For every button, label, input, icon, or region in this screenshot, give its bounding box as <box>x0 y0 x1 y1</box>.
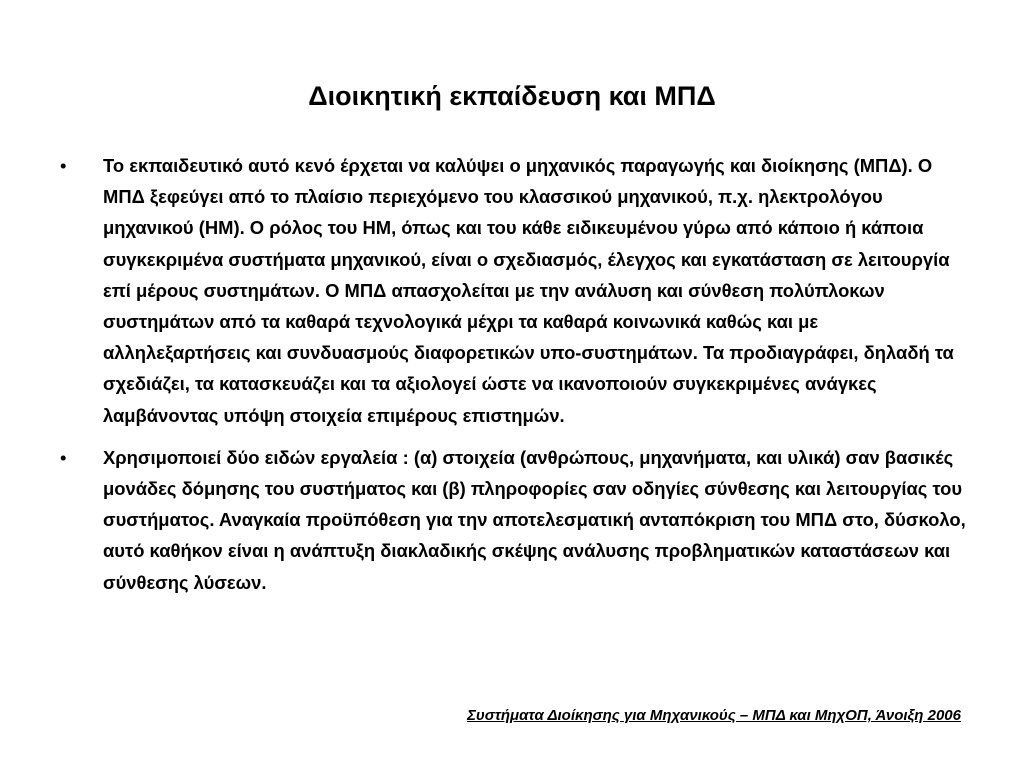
bullet-item-1 <box>60 150 970 431</box>
bullet-marker: • <box>60 446 67 468</box>
footer-citation: Συστήματα Διοίκησης για Μηχανικούς – ΜΠΔ και ΜηχΟΠ, Άνοιξη 2006 <box>467 707 961 724</box>
bullet-text-1: Το εκπαιδευτικό αυτό κενό έρχεται να καλύψει ο μηχανικός παραγωγής και διοίκησης (ΜΠΔ). Ο ΜΠΔ ξεφεύγει από το πλαίσιο περιεχόμενο του κλασσικού μηχανικού, π.χ. ηλεκτρολόγου μηχανικού (ΗΜ). Ο ρόλος του ΗΜ, όπως και του κάθε ειδικευμένου γύρω από κάποιο ή κάποια συγκεκριμένα συστήματα μηχανικού, είναι ο σχεδιασμός, έλεγχος και εγκατάσταση σε λειτουργία επί μέρους συστημάτων. Ο ΜΠΔ απασχολείται με την ανάλυση και σύνθεση πολύπλοκων συστημάτων από τα καθαρά τεχνολογικά μέχρι τα καθαρά κοινωνικά καθώς και με αλληλεξαρτήσεις και συνδυασμούς διαφορετικών υπο-συστημάτων. Τα προδιαγράφει, δηλαδή τα σχεδιάζει, τα κατασκευάζει και τα αξιολογεί ώστε να ικανοποιούν συγκεκριμένες ανάγκες λαμβάνοντας υπόψη στοιχεία επιμέρους επιστημών. <box>103 155 954 426</box>
slide-title: Διοικητική εκπαίδευση και ΜΠΔ <box>308 81 716 111</box>
bullet-text-2: Χρησιμοποιεί δύο ειδών εργαλεία : (α) στοιχεία (ανθρώπους, μηχανήματα, και υλικά) σαν βασικές μονάδες δόμησης του συστήματος και (β) πληροφορίες σαν οδηγίες σύνθεσης και λειτουργίας του συστήματος. Αναγκαία προϋπόθεση για την αποτελεσματική ανταπόκριση του ΜΠΔ στο, δύσκολο, αυτό καθήκον είναι η ανάπτυξη διακλαδικής σκέψης ανάλυσης προβληματικών καταστάσεων και σύνθεσης λύσεων. <box>103 446 966 593</box>
bullet-item-2 <box>60 442 970 598</box>
bullet-list <box>60 150 970 609</box>
bullet-marker: • <box>60 155 67 176</box>
